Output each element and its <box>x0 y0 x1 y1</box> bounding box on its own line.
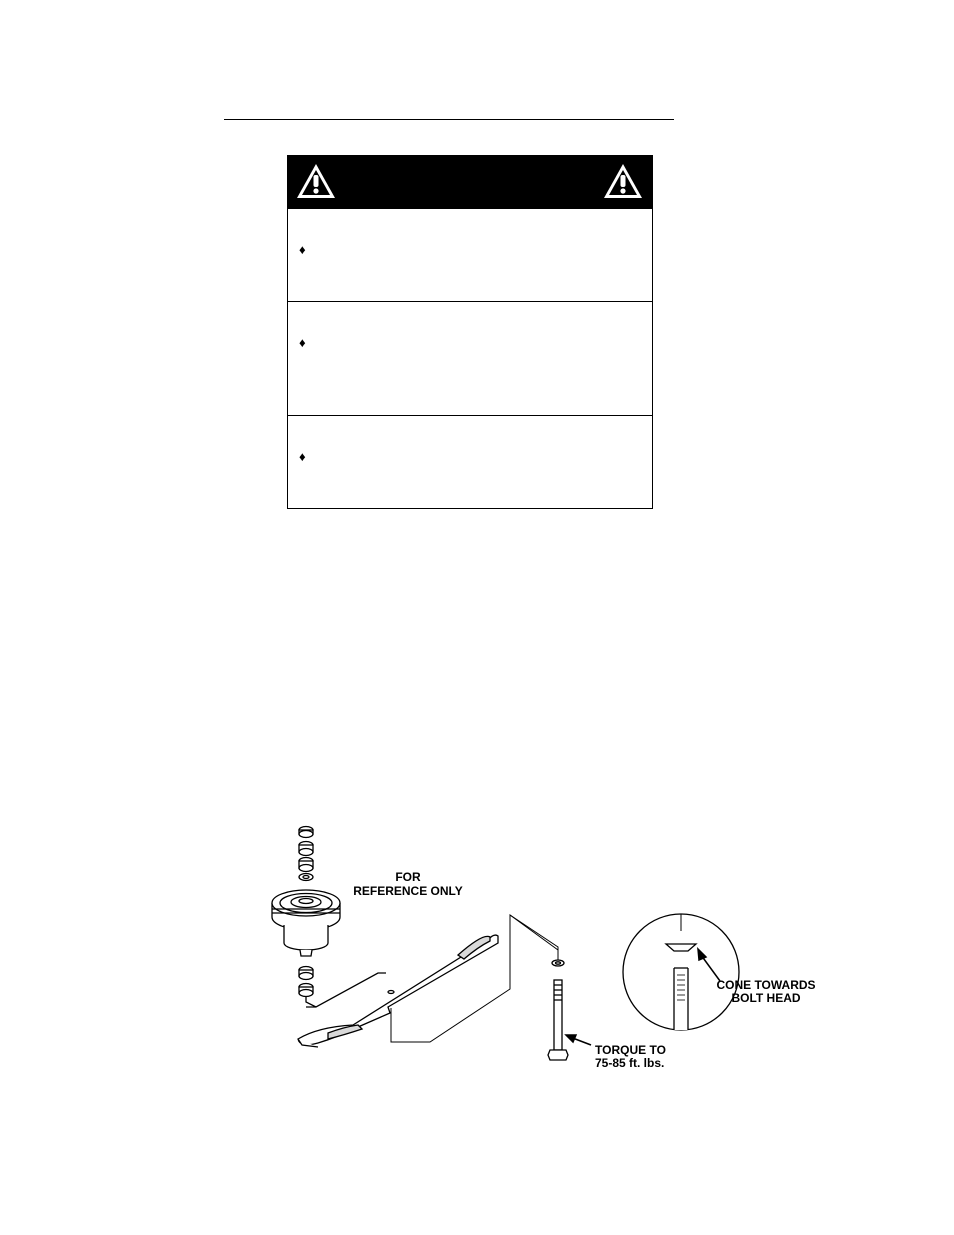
cone-detail-circle <box>623 914 739 1030</box>
warning-box <box>287 155 653 509</box>
bolt <box>548 960 568 1060</box>
bullet-diamond: ♦ <box>299 335 306 350</box>
warning-header-bar <box>288 156 652 208</box>
reference-label-line2: REFERENCE ONLY <box>353 884 463 898</box>
warning-item <box>288 301 652 415</box>
torque-arrow <box>566 1035 591 1045</box>
warning-triangle-icon <box>603 163 643 199</box>
reference-label-line1: FOR <box>395 870 421 884</box>
torque-label-line2: 75-85 ft. lbs. <box>595 1056 665 1070</box>
torque-label-line1: TORQUE TO <box>595 1043 666 1057</box>
lower-spacers <box>299 967 316 1008</box>
warning-triangle-icon <box>296 163 336 199</box>
bullet-diamond: ♦ <box>299 449 306 464</box>
header-rule <box>224 119 674 120</box>
spindle-pulley <box>272 890 340 956</box>
cone-label-line2: BOLT HEAD <box>731 991 801 1005</box>
spindle-stack <box>299 827 313 881</box>
bullet-diamond: ♦ <box>299 242 306 257</box>
leader-lines <box>391 915 558 1042</box>
mower-blade <box>298 935 498 1047</box>
warning-item <box>288 415 652 508</box>
warning-item <box>288 208 652 301</box>
cone-label-line1: CONE TOWARDS <box>716 978 816 992</box>
blade-assembly-diagram <box>258 815 838 1085</box>
